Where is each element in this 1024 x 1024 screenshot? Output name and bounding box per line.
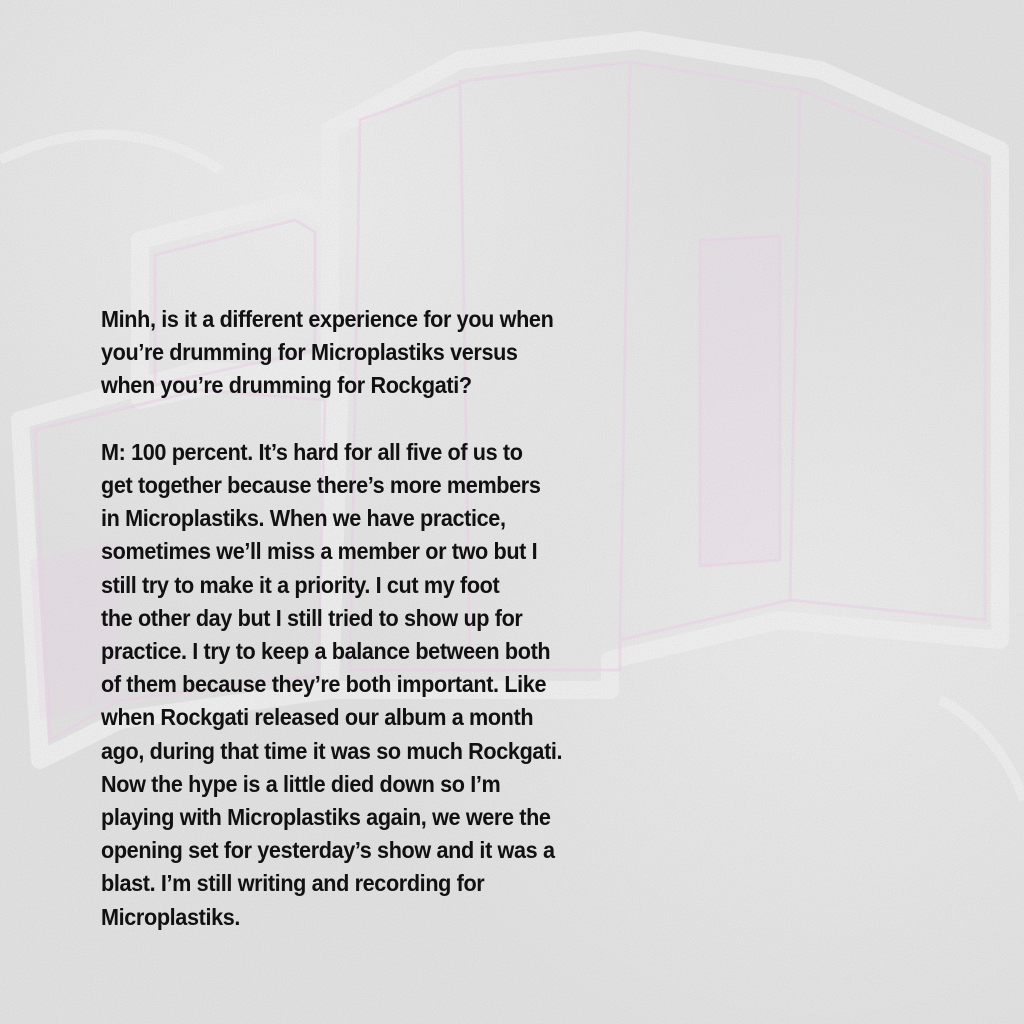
answer-line: playing with Microplastiks again, we were the <box>101 804 551 831</box>
answer-line: opening set for yesterday’s show and it was a <box>101 837 555 864</box>
answer-line: sometimes we’ll miss a member or two but I <box>101 538 538 565</box>
answer-line: when Rockgati released our album a month <box>101 704 534 731</box>
question-line: Minh, is it a different experience for you when <box>101 306 554 332</box>
answer-line: M: 100 percent. It’s hard for all five of us to <box>101 438 523 465</box>
paragraph-gap <box>101 403 644 436</box>
answer-line: ago, during that time it was so much Rockgati. <box>101 737 563 764</box>
interview-text <box>101 303 644 934</box>
answer-line: Microplastiks. <box>101 903 241 930</box>
answer-line: practice. I try to keep a balance between both <box>101 638 551 665</box>
answer-line: still try to make it a priority. I cut my foot <box>101 571 500 598</box>
answer-line: blast. I’m still writing and recording for <box>101 870 485 897</box>
answer-line: of them because they’re both important. Like <box>101 671 547 698</box>
question-line: you’re drumming for Microplastiks versus <box>101 339 518 366</box>
question-line: when you’re drumming for Rockgati? <box>101 372 472 399</box>
answer-line: the other day but I still tried to show up for <box>101 604 523 631</box>
answer-line: Now the hype is a little died down so I’m <box>101 770 501 797</box>
answer-line: get together because there’s more members <box>101 472 541 498</box>
answer-line: in Microplastiks. When we have practice, <box>101 505 506 532</box>
